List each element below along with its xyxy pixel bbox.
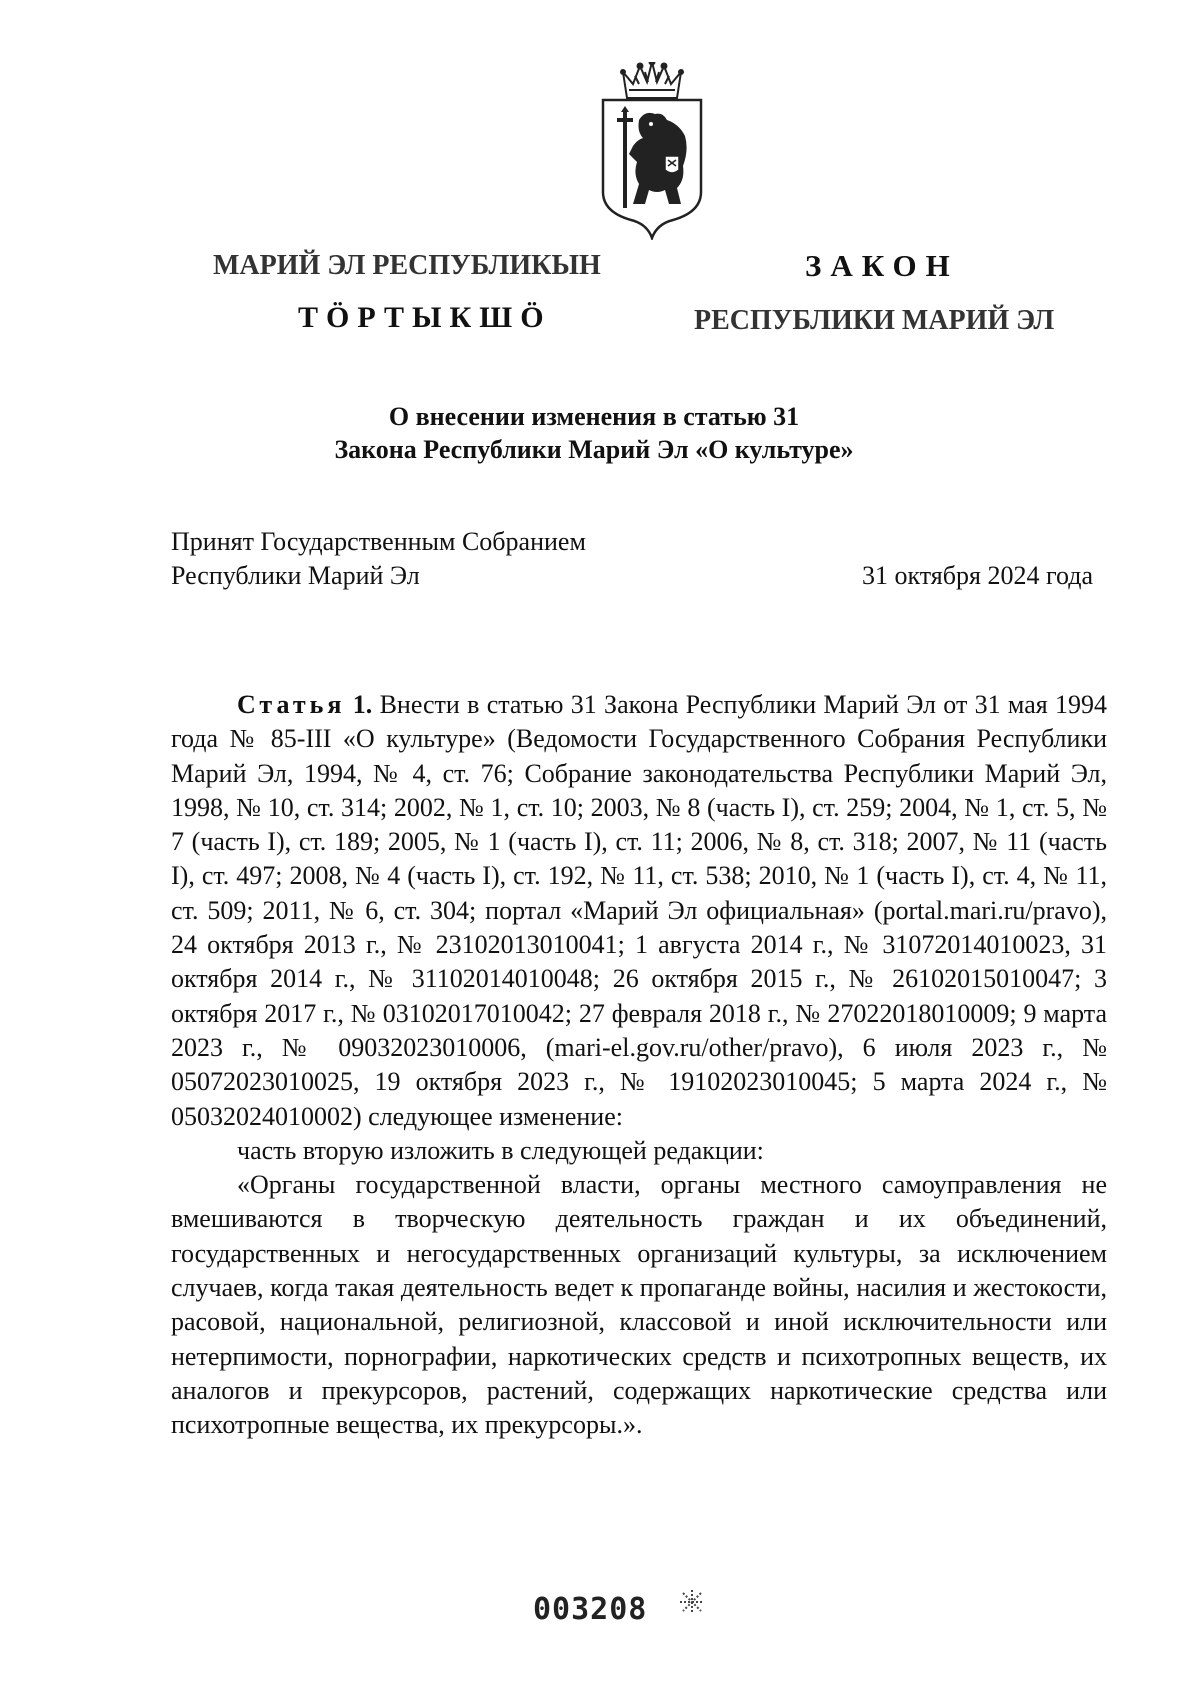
article-1-paragraph <box>171 688 1107 1134</box>
star-mark-icon <box>678 1588 706 1616</box>
adopted-by-line2: Республики Марий Эл <box>171 561 420 590</box>
article-body <box>171 688 1107 1443</box>
article-paragraph-2: часть вторую изложить в следующей редакции: <box>237 1135 764 1165</box>
header-left-line2: ТӦРТЫКШӦ <box>298 301 552 334</box>
document-title-line1: О внесении изменения в статью 31 <box>388 402 800 431</box>
coat-of-arms-mari-el-icon <box>593 62 711 240</box>
header-right-line2: РЕСПУБЛИКИ МАРИЙ ЭЛ <box>694 305 1055 336</box>
article-label: Статья <box>237 690 346 719</box>
header-left-line1: МАРИЙ ЭЛ РЕСПУБЛИКЫН <box>213 250 601 281</box>
document-title-line2: Закона Республики Марий Эл «О культуре» <box>334 435 854 464</box>
document-serial-number: 003208 <box>533 1592 648 1627</box>
article-paragraph-3: «Органы государственной власти, органы местного самоуправления не вмешиваются в творческую деятельность граждан и их объединений, государственных и негосударственных организаций культуры, за исключением случаев, когда такая деятельность ведет к пропаганде войны, насилия и жестокости, расовой, национальной, религиозной, классовой и иной исключительности или нетерпимости, порнографии, наркотических средств и психотропных веществ, их аналогов и прекурсоров, растений, содержащих наркотические средства или психотропные вещества, их прекурсоры.». <box>171 1170 1107 1440</box>
header-right-line1: ЗАКОН <box>805 248 959 283</box>
article-text: Внести в статью 31 Закона Республики Марий Эл от 31 мая 1994 года № 85-III «О культуре» (Ведомости Государственного Собрания Республики Марий Эл, 1994, № 4, ст. 76; Собрание законодательства Республики Марий Эл, 1998, № 10, ст. 314; 2002, № 1, ст. 10; 2003, № 8 (часть I), ст. 259; 2004, № 1, ст. 5, № 7 (часть I), ст. 189; 2005, № 1 (часть I), ст. 11; 2006, № 8, ст. 318; 2007, № 11 (часть I), ст. 497; 2008, № 4 (часть I), ст. 192, № 11, ст. 538; 2010, № 1 (часть I), ст. 4, № 11, ст. 509; 2011, № 6, ст. 304; портал «Марий Эл официальная» (portal.mari.ru/pravo), 24 октября 2013 г., № 23102013010041; 1 августа 2014 г., № 31072014010023, 31 октября 2014 г., № 31102014010048; 26 октября 2015 г., № 26102015010047; 3 октября 2017 г., № 03102017010042; 27 февраля 2018 г., № 27022018010009; 9 марта 2023 г., № 09032023010006, (mari-el.gov.ru/other/pravo), 6 июля 2023 г., № 05072023010025, 19 октября 2023 г., № 19102023010045; 5 марта 2024 г., № 05032024010002) следующее изменение: <box>171 690 1108 1131</box>
adopted-by-line1: Принят Государственным Собранием <box>171 527 586 556</box>
adoption-date: 31 октября 2024 года <box>862 561 1093 590</box>
article-number: 1. <box>352 690 373 719</box>
